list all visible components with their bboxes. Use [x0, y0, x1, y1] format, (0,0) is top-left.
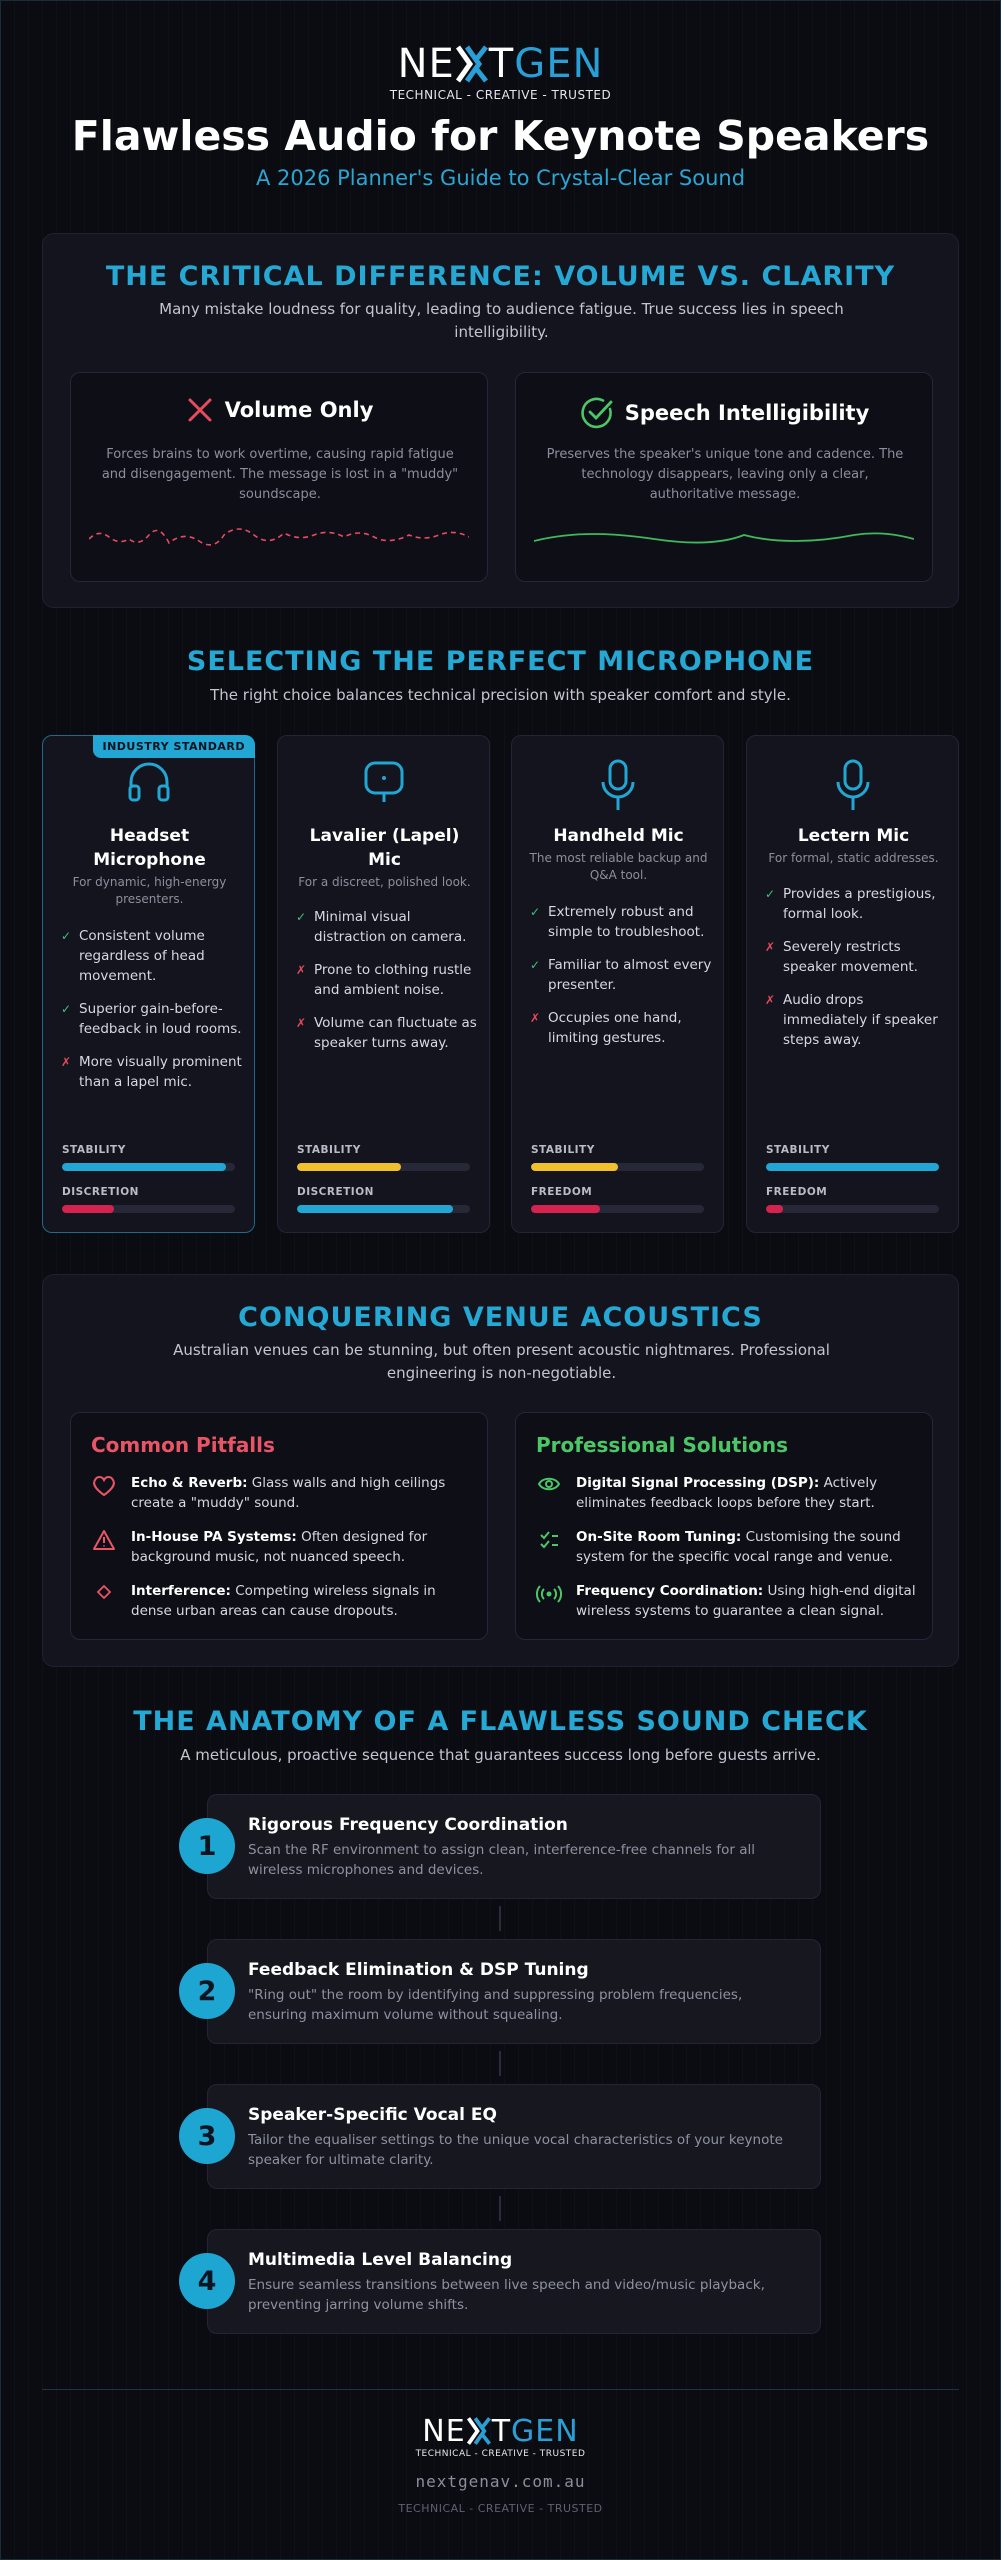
- step-description: Ensure seamless transitions between live speech and video/music playback, preventing jarring volume shifts.: [248, 2277, 765, 2313]
- lectern-mic-icon: [829, 758, 877, 814]
- mic-name: Handheld Mic: [553, 826, 684, 846]
- footer-divider: [42, 2389, 959, 2390]
- list-item: ✗ Severely restricts speaker movement.: [765, 939, 918, 975]
- step-description: "Ring out" the room by identifying and suppressing problem frequencies, ensuring maximum volume without squealing.: [248, 1987, 743, 2023]
- clean-wave-icon: [534, 521, 914, 551]
- difference-title: THE CRITICAL DIFFERENCE: VOLUME VS. CLARITY: [105, 261, 896, 292]
- logo-word-a: NE: [422, 2413, 466, 2449]
- mic-feature-list: [530, 902, 712, 1061]
- step-card: [207, 2084, 821, 2189]
- list-item: On-Site Room Tuning: Customising the sound system for the specific vocal range and venue.: [536, 1527, 916, 1567]
- rating-bar: [62, 1205, 235, 1213]
- rating-bar: [297, 1163, 470, 1171]
- rating-bar: [297, 1205, 470, 1213]
- step-number: 4: [179, 2253, 235, 2309]
- list-item: ✗ Audio drops immediately if speaker steps away.: [765, 992, 938, 1048]
- handheld-mic-icon: [594, 758, 642, 814]
- list-item: Frequency Coordination: Using high-end digital wireless systems to guarantee a clean signal.: [536, 1581, 916, 1621]
- list-item: Interference: Competing wireless signals in dense urban areas can cause dropouts.: [91, 1581, 471, 1621]
- list-item: ✗ Volume can fluctuate as speaker turns away.: [296, 1015, 477, 1051]
- logo-tagline: TECHNICAL - CREATIVE - TRUSTED: [415, 2449, 586, 2459]
- lectern-mic-card: [746, 735, 959, 1233]
- rating-bar-fill: [531, 1205, 600, 1213]
- bar-label: STABILITY: [766, 1144, 830, 1156]
- rating-bar-fill: [531, 1163, 618, 1171]
- industry-standard-badge: INDUSTRY STANDARD: [93, 735, 256, 758]
- brand-logo: [0, 42, 1001, 102]
- logo-word-b: GEN: [514, 41, 604, 87]
- step-title: Multimedia Level Balancing: [248, 2250, 513, 2270]
- bar-label: DISCRETION: [297, 1186, 374, 1198]
- step-number: 1: [179, 1818, 235, 1874]
- step-description: Tailor the equaliser settings to the unique vocal characteristics of your keynote speaker for ultimate clarity.: [248, 2132, 783, 2168]
- cross-icon: ✗: [765, 940, 776, 954]
- acoustics-title: CONQUERING VENUE ACOUSTICS: [238, 1302, 763, 1333]
- page-title: Flawless Audio for Keynote Speakers: [71, 112, 930, 160]
- list-item: In-House PA Systems: Often designed for background music, not nuanced speech.: [91, 1527, 471, 1567]
- logo-x-icon: [455, 44, 489, 84]
- logo-word-t: T: [488, 41, 515, 87]
- list-item: Digital Signal Processing (DSP): Actively eliminates feedback loops before they start.: [536, 1473, 916, 1513]
- step-connector: [499, 1906, 501, 1931]
- step-connector: [499, 2051, 501, 2076]
- bar-label: DISCRETION: [62, 1186, 139, 1198]
- step-number: 3: [179, 2108, 235, 2164]
- eye-icon: [537, 1475, 561, 1493]
- volume-only-card: [70, 372, 488, 582]
- check-icon: ✓: [530, 905, 541, 919]
- volume-only-title: Volume Only: [224, 398, 374, 422]
- check-icon: ✓: [61, 1002, 72, 1016]
- rating-bar-fill: [297, 1205, 453, 1213]
- rating-bar-fill: [766, 1205, 783, 1213]
- diamond-icon: [95, 1583, 113, 1601]
- list-item: ✓ Consistent volume regardless of head movement.: [61, 928, 205, 984]
- volume-only-body: Forces brains to work overtime, causing rapid fatigue and disengagement. The message is lost in a "muddy" soundscape.: [101, 447, 459, 502]
- step-number: 2: [179, 1963, 235, 2019]
- microphone-description: The right choice balances technical precision with speaker comfort and style.: [210, 686, 791, 704]
- rating-bar-fill: [297, 1163, 401, 1171]
- footer-tagline: TECHNICAL - CREATIVE - TRUSTED: [398, 2502, 603, 2515]
- difference-description: Many mistake loudness for quality, leading to audience fatigue. True success lies in speech intelligibility.: [159, 300, 844, 341]
- logo-tagline: TECHNICAL - CREATIVE - TRUSTED: [389, 88, 612, 102]
- rating-bar-fill: [62, 1163, 226, 1171]
- list-item: ✗ More visually prominent than a lapel mic.: [61, 1054, 242, 1090]
- rating-bar-fill: [766, 1163, 939, 1171]
- logo-word-a: NE: [397, 41, 455, 87]
- footer-website-link[interactable]: nextgenav.com.au: [415, 2472, 586, 2491]
- lavalier-mic-card: [277, 735, 490, 1233]
- mic-subtitle: For formal, static addresses.: [768, 851, 939, 865]
- bar-label: STABILITY: [297, 1144, 361, 1156]
- footer-logo: [0, 2414, 1001, 2459]
- logo-wordmark: [422, 2414, 578, 2448]
- cross-icon: ✗: [765, 993, 776, 1007]
- list-item: ✗ Prone to clothing rustle and ambient noise.: [296, 962, 472, 998]
- rating-bar-fill: [62, 1205, 114, 1213]
- check-icon: ✓: [530, 958, 541, 972]
- logo-wordmark: [398, 42, 604, 86]
- mic-feature-list: [765, 884, 947, 1063]
- step-connector: [499, 2196, 501, 2221]
- check-icon: ✓: [61, 929, 72, 943]
- rating-bar: [766, 1205, 939, 1213]
- list-item: ✓ Minimal visual distraction on camera.: [296, 909, 467, 945]
- headset-icon: [125, 758, 173, 806]
- page-subtitle: A 2026 Planner's Guide to Crystal-Clear Sound: [255, 166, 746, 190]
- handheld-mic-card: [511, 735, 724, 1233]
- rating-bar: [62, 1163, 235, 1171]
- broadcast-icon: [536, 1583, 562, 1605]
- list-item: ✓ Superior gain-before-feedback in loud rooms.: [61, 1001, 242, 1037]
- logo-word-b: GEN: [511, 2413, 579, 2449]
- logo-word-t: T: [491, 2413, 512, 2449]
- mic-feature-list: [296, 907, 478, 1066]
- list-item: ✓ Extremely robust and simple to troubleshoot.: [530, 904, 705, 940]
- x-icon: [185, 395, 215, 425]
- cross-icon: ✗: [296, 1016, 307, 1030]
- bar-label: FREEDOM: [766, 1186, 828, 1198]
- rating-bar: [766, 1163, 939, 1171]
- step-title: Speaker-Specific Vocal EQ: [248, 2105, 497, 2125]
- heart-icon: [92, 1475, 116, 1497]
- acoustics-section: [42, 1274, 959, 1667]
- step-card: [207, 1939, 821, 2044]
- list-item: ✓ Provides a prestigious, formal look.: [765, 886, 936, 922]
- speech-intelligibility-card: [515, 372, 933, 582]
- cross-icon: ✗: [61, 1055, 72, 1069]
- rating-bar: [531, 1163, 704, 1171]
- speech-intelligibility-body: Preserves the speaker's unique tone and cadence. The technology disappears, leaving only a clear, authoritative message.: [546, 447, 904, 502]
- check-circle-icon: [579, 395, 615, 431]
- cross-icon: ✗: [296, 963, 307, 977]
- soundcheck-description: A meticulous, proactive sequence that guarantees success long before guests arrive.: [180, 1746, 821, 1764]
- list-item: Echo & Reverb: Glass walls and high ceilings create a "muddy" sound.: [91, 1473, 471, 1513]
- mic-name: Lavalier (Lapel) Mic: [309, 826, 460, 870]
- bar-label: STABILITY: [531, 1144, 595, 1156]
- mic-subtitle: For dynamic, high-energy presenters.: [72, 875, 227, 906]
- pitfalls-card: [70, 1412, 488, 1640]
- list-item: ✓ Familiar to almost every presenter.: [530, 957, 712, 993]
- bar-label: STABILITY: [62, 1144, 126, 1156]
- difference-section: [42, 233, 959, 608]
- step-title: Feedback Elimination & DSP Tuning: [248, 1960, 589, 1980]
- distorted-wave-icon: [89, 521, 469, 551]
- lavalier-icon: [360, 758, 408, 806]
- rating-bar: [531, 1205, 704, 1213]
- check-icon: ✓: [765, 887, 776, 901]
- microphone-title: SELECTING THE PERFECT MICROPHONE: [186, 646, 815, 677]
- checklist-icon: [538, 1529, 560, 1551]
- solutions-title: Professional Solutions: [536, 1433, 789, 1457]
- step-card: [207, 2229, 821, 2334]
- soundcheck-title: THE ANATOMY OF A FLAWLESS SOUND CHECK: [133, 1706, 868, 1737]
- mic-subtitle: For a discreet, polished look.: [298, 875, 471, 889]
- step-title: Rigorous Frequency Coordination: [248, 1815, 568, 1835]
- speech-intelligibility-title: Speech Intelligibility: [624, 401, 870, 425]
- step-description: Scan the RF environment to assign clean, interference-free channels for all wireless microphones and devices.: [248, 1842, 756, 1878]
- mic-feature-list: [61, 926, 243, 1105]
- bar-label: FREEDOM: [531, 1186, 593, 1198]
- mic-subtitle: The most reliable backup and Q&A tool.: [529, 851, 708, 882]
- warning-icon: [92, 1529, 116, 1551]
- step-card: [207, 1794, 821, 1899]
- mic-name: Lectern Mic: [797, 826, 910, 846]
- headset-mic-card: [42, 735, 255, 1233]
- logo-x-icon: [466, 2416, 492, 2446]
- acoustics-description: Australian venues can be stunning, but often present acoustic nightmares. Professional engineering is non-negotiable.: [173, 1341, 830, 1382]
- mic-name: Headset Microphone: [93, 826, 206, 870]
- solutions-card: [515, 1412, 933, 1640]
- check-icon: ✓: [296, 910, 307, 924]
- list-item: ✗ Occupies one hand, limiting gestures.: [530, 1010, 682, 1046]
- pitfalls-title: Common Pitfalls: [91, 1433, 275, 1457]
- cross-icon: ✗: [530, 1011, 541, 1025]
